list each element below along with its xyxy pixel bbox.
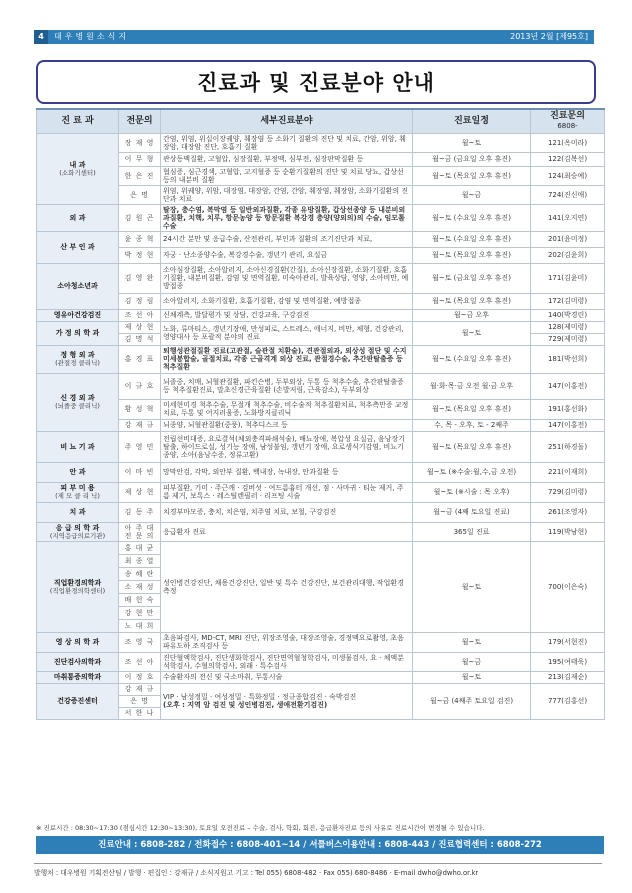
dept-cell	[37, 462, 119, 482]
schedule-cell: 월~토 (수요일 오후 휴진)	[413, 204, 531, 231]
tel-cell: 213(김재순)	[531, 671, 605, 683]
schedule-cell: 월~토 (※시술 : 목 오후)	[413, 482, 531, 502]
col-schedule: 진료일정	[413, 109, 531, 133]
schedule-cell: 월~금	[413, 185, 531, 204]
contacts-bar: 진료안내 : 6808-282 / 전화접수 : 6808-401~14 / 셔틀버스이용안내 : 6808-443 / 진료협력센터 : 6808-272	[36, 836, 604, 854]
dept-cell	[37, 683, 119, 719]
table-row	[37, 231, 605, 247]
schedule-cell: 월~금 (금요일 오후 휴진)	[413, 152, 531, 166]
dept-name: 가 정 의 학 과	[55, 329, 100, 337]
schedule-cell: 월~토 (수요일 오후 휴진)	[413, 345, 531, 373]
tel-cell: 191(홍선화)	[531, 399, 605, 419]
doctor-cell: 장 재 영	[119, 133, 161, 152]
area-cell: 자궁 · 난소종양수술, 복강경수술, 갱년기 관리, 요실금	[161, 247, 413, 263]
area-cell: 진단혈액학검사, 진단생화학검사, 진단면역혈청학검사, 미생물검사, 요 · 체액분석학검사, 수혈의학검사, 외래 · 특수검사	[161, 652, 413, 671]
schedule-cell: 월~토 (목요일 오후 휴진)	[413, 293, 531, 309]
dept-name: 응 급 의 학 과	[55, 523, 100, 532]
doctor-cell: 최 종 열	[119, 554, 161, 567]
tel-cell: 221(이재희)	[531, 462, 605, 482]
col-tel-sub: 6808-	[557, 122, 578, 131]
schedule-cell: 월~토	[413, 133, 531, 152]
table-row	[37, 632, 605, 652]
table-row	[37, 399, 605, 419]
doctor-cell: 송 혜 란	[119, 567, 161, 580]
dept-name: 비 뇨 기 과	[60, 442, 95, 451]
schedule-table	[36, 108, 605, 720]
dept-cell	[37, 321, 119, 345]
tel-cell: 201(윤미정)	[531, 231, 605, 247]
table-row	[37, 345, 605, 373]
schedule-cell: 월~토	[413, 541, 531, 632]
area-note: (오후 : 지역 암 검진 및 성인병검진, 생애전환기검진)	[163, 701, 328, 709]
area-cell: 망막안검, 각막, 외안부 질환, 백내장, 녹내장, 안과질환 등	[161, 462, 413, 482]
table-row	[37, 652, 605, 671]
area-cell: 퇴행성관절질환 진료(고관절, 슬관절 치환술), 견관절외과, 외상성 절단 및 수지미세봉합술, 골절치료, 각종 근골격계 외상 진료, 관절경수술, 추간판탈출증 등 척추질환	[161, 345, 413, 373]
tel-cell: 140(박경린)	[531, 309, 605, 321]
table-row	[37, 482, 605, 502]
table-row	[37, 293, 605, 309]
tel-cell: 724(진신애)	[531, 185, 605, 204]
table-row	[37, 541, 605, 554]
tel-cell: 172(김미령)	[531, 293, 605, 309]
table-row	[37, 133, 605, 152]
schedule-cell: 수, 목 - 오후, 토 - 2째주	[413, 419, 531, 431]
tel-cell: 261(조영자)	[531, 502, 605, 522]
doctor-cell: 홍 대 균	[119, 541, 161, 554]
dept-name: 소아청소년과	[57, 282, 98, 290]
doctor-cell: 한 은 진	[119, 166, 161, 185]
dept-cell	[37, 522, 119, 541]
dept-name: 영 상 의 학 과	[55, 638, 100, 646]
schedule-cell: 월~금 (4째주 토요일 검진)	[413, 683, 531, 719]
table-row	[37, 462, 605, 482]
table-row	[37, 204, 605, 231]
table-row	[37, 152, 605, 166]
tel-cell: 195(여태욱)	[531, 652, 605, 671]
area-cell: 신체계측, 발달평가 및 상담, 건강교육, 구강검진	[161, 309, 413, 321]
area-text: 성인병건강진단, 채용건강진단, 일반 및 특수 건강진단, 보건관리대행, 작업환경측정	[163, 578, 404, 595]
area-cell: 응급환자 진료	[161, 522, 413, 541]
schedule-cell: 월~토 (※수술:월,수,금 오전)	[413, 462, 531, 482]
dept-name: 피 부 미 용	[60, 484, 95, 492]
tel-cell: 141(오지연)	[531, 204, 605, 231]
dept-cell	[37, 345, 119, 373]
area-cell: 수술환자의 전신 및 국소마취, 무통시술	[161, 671, 413, 683]
doctor-cell: 박 정 현	[119, 247, 161, 263]
schedule-cell: 월~토	[413, 632, 531, 652]
area-cell: 뇌졸중, 치매, 뇌혈관질환, 파킨슨병, 두부외상, 두통 등 척추수술, 추간판탈출증 등 척추질환진료, 말초신경근육질환 (손발저림, 근육감소), 두부외상	[161, 373, 413, 399]
dept-cell	[37, 541, 119, 632]
doctor-cell: 김 명 석	[119, 333, 161, 345]
tel-cell: 729(김미령)	[531, 482, 605, 502]
dept-name: 직업환경의학과	[53, 578, 102, 587]
doctor-cell: 조 영 국	[119, 632, 161, 652]
area-cell: 관상동맥질환, 고혈압, 심장질환, 부정맥, 심부전, 심장판막질환 등	[161, 152, 413, 166]
area-cell: 노화, 류마티스, 갱년기장애, 만성피로, 스트레스, 에너지, 비만, 체형, 건강관리, 영양대사 등 포괄적 분야의 진료	[161, 321, 413, 345]
doctor-cell: 홍 경 표	[119, 345, 161, 373]
dept-sub: (직업환경의학센터)	[49, 586, 106, 595]
doctor-cell: 제 상 현	[119, 482, 161, 502]
doctor-cell: 제 상 현	[119, 321, 161, 333]
doctor-cell: 김 영 완	[119, 263, 161, 293]
dept-sub: (제 모 클 리 닉)	[55, 492, 100, 500]
publisher-footer: 발행처 : 대우병원 기획전산팀 / 발행 · 편집인 : 강재규 / 소식지원고 기고 : Tel 055) 6808-482 · Fax 055) 680-8486 · E-mail dwho@dwho.or.kr	[34, 863, 602, 877]
header-bar	[34, 30, 594, 44]
schedule-cell: 월~토 (목요일 오후 휴진)	[413, 431, 531, 462]
dept-name: 치 과	[69, 508, 86, 516]
area-cell	[161, 541, 413, 632]
tel-cell: 119(박남현)	[531, 522, 605, 541]
doctor-cell: 강 현 만	[119, 606, 161, 619]
table-row	[37, 321, 605, 333]
doctor-cell: 노 대 희	[119, 619, 161, 632]
table-body	[37, 133, 605, 719]
dept-cell	[37, 652, 119, 671]
area-cell: 소아심장질환, 소아알러지, 소아신경질환(간질), 소아신장질환, 소화기질환, 호흡기질환, 내분비질환, 감염 및 면역질환, 미숙아관리, 발육상담, 영양, 소아비만, 예방접종	[161, 263, 413, 293]
table-row	[37, 683, 605, 695]
doctor-cell: 소 재 성	[119, 580, 161, 593]
area-cell: 전립선비대증, 요로결석(체외충격파쇄석술), 배뇨장애, 복압성 요실금, 음낭장기 탈출, 하이드로실, 성기능 장애, 남성불임, 갱년기 장애, 요로생식기감염, 비뇨기종양, 소아(음낭수증, 정류고환)	[161, 431, 413, 462]
publication-name: 대우병원소식지	[54, 32, 130, 41]
doctor-cell: 조 선 아	[119, 652, 161, 671]
doctor-cell: 이 정 호	[119, 671, 161, 683]
schedule-cell: 월~금 오후	[413, 309, 531, 321]
doctor-cell: 배 헌 숙	[119, 593, 161, 606]
dept-cell	[37, 671, 119, 683]
dept-cell	[37, 133, 119, 204]
doctor-cell: 이 마 빈	[119, 462, 161, 482]
issue-label: 2013년 2월 [제95호]	[510, 32, 588, 41]
schedule-cell: 365일 진료	[413, 522, 531, 541]
tel-cell: 171(김윤미)	[531, 263, 605, 293]
doctor-cell: 김 동 주	[119, 502, 161, 522]
area-cell: 소아알러지, 소화기질환, 호흡기질환, 감염 및 면역질환, 예방접종	[161, 293, 413, 309]
table-row	[37, 522, 605, 541]
table-row	[37, 671, 605, 683]
tel-cell: 777(김홍선)	[531, 683, 605, 719]
dept-sub: (관절경 클리닉)	[55, 359, 100, 367]
doctor-cell: 은 명	[119, 185, 161, 204]
dept-name: 진단검사의학과	[53, 657, 102, 666]
doctor-cell: 주 영 민	[119, 431, 161, 462]
doctor-cell: 강 재 규	[119, 683, 161, 695]
area-cell: 24시간 분만 및 응급수술, 산전관리, 부인과 질환의 조기진단과 치료,	[161, 231, 413, 247]
dept-name: 건강증진센터	[57, 697, 98, 705]
dept-sub: (소화기센터)	[59, 168, 96, 177]
doctor-cell: 은 명	[119, 695, 161, 707]
col-dept: 진 료 과	[37, 109, 119, 133]
dept-name: 정 형 외 과	[60, 351, 95, 359]
col-tel-label: 진료문의	[550, 111, 585, 122]
schedule-cell: 월~금	[413, 652, 531, 671]
schedule-cell: 월~토 (목요일 오후 휴진)	[413, 247, 531, 263]
area-cell: 치경부마모증, 충치, 치은염, 치주염 치료, 보철, 구강검진	[161, 502, 413, 522]
area-cell: 미세현미경 척추수술, 무절개 척추수술, 비수술적 척추질환치료, 척추측만증 교정치료, 두통 및 어지러움증, 노화방지클리닉	[161, 399, 413, 419]
table-header-row	[37, 109, 605, 133]
tel-cell: 179(서현진)	[531, 632, 605, 652]
area-cell: 피부질환, 기미 · 주근깨 · 검버섯 · 여드름흉터 개선, 점 · 사마귀 · 티눈 제거, 주름 제거, 보톡스 · 레스틸렌필러 · 리프팅 시술	[161, 482, 413, 502]
schedule-cell: 월~토	[413, 321, 531, 345]
schedule-cell: 월~토 (목요일 오후 휴진)	[413, 399, 531, 419]
dept-cell	[37, 632, 119, 652]
doctor-cell: 조 선 아	[119, 309, 161, 321]
dept-cell	[37, 502, 119, 522]
area-cell	[161, 683, 413, 719]
doctor-cell: 강 재 규	[119, 419, 161, 431]
doctor-cell: 이 규 호	[119, 373, 161, 399]
col-doctor: 전문의	[119, 109, 161, 133]
table-row	[37, 309, 605, 321]
dept-cell	[37, 263, 119, 309]
area-cell: 탈장, 충수염, 복막염 등 일반외과질환, 각종 유방질환, 갑상선종양 등 내분비외과질환, 치핵, 치루, 항문농양 등 항문질환 복강경 충양(양외의)의 수술, 임모톨 수술	[161, 204, 413, 231]
tel-cell: 122(김복선)	[531, 152, 605, 166]
doctor-cell: 이 무 형	[119, 152, 161, 166]
table-row	[37, 247, 605, 263]
col-tel	[531, 109, 605, 133]
dept-cell	[37, 204, 119, 231]
area-text: VIP · 남성정밀 · 여성정밀 · 특화정밀 · 정규종합검진 · 숙박검진	[163, 693, 357, 701]
tel-cell: 124(최승예)	[531, 166, 605, 185]
doctor-cell: 황 성 혁	[119, 399, 161, 419]
dept-name: 내 과	[69, 160, 86, 169]
doctor-cell: 김 원 곤	[119, 204, 161, 231]
doctor-cell: 아 주 대 전 문 의	[119, 522, 161, 541]
schedule-cell: 월~토 (금요일 오후 휴진)	[413, 263, 531, 293]
dept-name: 외 과	[69, 213, 86, 222]
tel-cell: 729(제미령)	[531, 333, 605, 345]
table-row	[37, 185, 605, 204]
schedule-cell: 월~금 (4째 토요일 진료)	[413, 502, 531, 522]
dept-name: 마취통증의학과	[53, 673, 102, 681]
schedule-cell: 월~토	[413, 671, 531, 683]
page-number: 4	[34, 30, 48, 44]
schedule-cell: 월·화·목·금 오전 월·금 오후	[413, 373, 531, 399]
hours-note: ※ 진료시간 : 08:30~17:30 (점심시간 12:30~13:30), 토요일 오전진료 – 수술, 검사, 학회, 회진, 응급환자진료 등의 사유로 진료시간이 변경될 수 있습니다.	[36, 824, 485, 832]
tel-cell: 147(이홍전)	[531, 373, 605, 399]
dept-name: 산 부 인 과	[60, 243, 95, 251]
tel-cell: 251(하경돌)	[531, 431, 605, 462]
dept-cell	[37, 482, 119, 502]
area-cell: 초음파검사, MD-CT, MRI 진단, 위장조영술, 대장조영술, 경정맥요로촬영, 초음파유도하 조직검사 등	[161, 632, 413, 652]
tel-cell: 147(이홍전)	[531, 419, 605, 431]
table-row	[37, 419, 605, 431]
dept-cell	[37, 373, 119, 431]
table-row	[37, 373, 605, 399]
table-row	[37, 166, 605, 185]
dept-name: 신 경 외 과	[60, 394, 95, 402]
tel-cell: 181(박선희)	[531, 345, 605, 373]
area-cell: 위염, 위궤양, 위암, 대장염, 대장암, 간염, 간암, 췌장염, 췌장암, 소화기질환의 진단과 치료	[161, 185, 413, 204]
tel-cell: 202(김윤희)	[531, 247, 605, 263]
schedule-cell: 월~토 (목요일 오후 휴진)	[413, 166, 531, 185]
dept-name: 영유아건강검진	[53, 311, 102, 319]
table-row	[37, 502, 605, 522]
area-cell: 간염, 위염, 위십이장궤양, 췌장염 등 소화기 질환의 진단 및 치료, 간암, 위암, 췌장암, 대장암 진단, 호흡기 질환	[161, 133, 413, 152]
table-row	[37, 263, 605, 293]
dept-cell	[37, 231, 119, 263]
dept-sub: (뇌졸중 클리닉)	[55, 402, 100, 410]
page-title: 진료과 및 진료분야 안내	[197, 71, 435, 95]
area-cell: 뇌종양, 뇌혈관질환(중풍), 척추디스크 등	[161, 419, 413, 431]
area-cell: 협심증, 심근경색, 고혈압, 고지혈증 등 순환기질환의 진단 및 치료 당뇨, 갑상선 등의 내분비 질환	[161, 166, 413, 185]
col-area: 세부진료분야	[161, 109, 413, 133]
schedule-cell: 월~토 (수요일 오후 휴진)	[413, 231, 531, 247]
tel-cell: 700(이은숙)	[531, 541, 605, 632]
dept-cell	[37, 431, 119, 462]
table-row	[37, 431, 605, 462]
dept-name: 안 과	[69, 468, 86, 476]
tel-cell: 128(제미령)	[531, 321, 605, 333]
doctor-cell: 김 정 림	[119, 293, 161, 309]
dept-sub: (지역응급의료기관)	[49, 531, 106, 540]
doctor-cell: 윤 종 혁	[119, 231, 161, 247]
dept-cell	[37, 309, 119, 321]
title-box	[36, 60, 596, 104]
doctor-cell: 서 한 나	[119, 707, 161, 719]
tel-cell: 121(옥미라)	[531, 133, 605, 152]
